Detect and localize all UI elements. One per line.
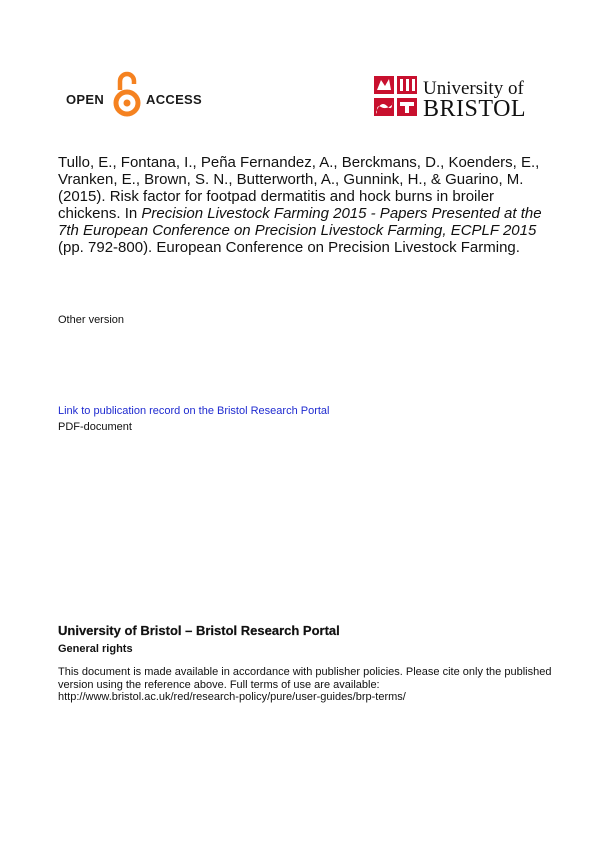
publication-record-link[interactable]: Link to publication record on the Bristol Research Portal <box>58 405 330 417</box>
citation <box>58 154 558 256</box>
university-logo-line2: BRISTOL <box>423 96 527 122</box>
citation-text-2: (pp. 792-800). European Conference on Precision Livestock Farming. <box>58 239 520 256</box>
open-access-logo <box>66 70 206 120</box>
university-logo-line1: University of <box>423 78 524 99</box>
portal-heading: University of Bristol – Bristol Research Portal <box>58 623 340 638</box>
pdf-document-label: PDF-document <box>58 421 132 433</box>
open-access-logo-open: OPEN <box>66 92 105 107</box>
citation-proceedings-title: Precision Livestock Farming 2015 - Papers Presented at the 7th European Conference on Precision Livestock Farming, ECPLF 2015 <box>58 205 542 239</box>
open-access-lock-icon <box>111 70 143 118</box>
general-rights-text: This document is made available in accordance with publisher policies. Please cite only the published version using the reference above. Full terms of use are available: http://www.bristol.ac.uk/red/research-policy/pure/user-guides/brp-terms/ <box>58 666 552 703</box>
citation-text-1: Tullo, E., Fontana, I., Peña Fernandez, A., Berckmans, D., Koenders, E., Vranken, E., Brown, S. N., Butterworth, A., Gunnink, H., & Guarino, M. (2015). Risk factor for footpad dermatitis and hock burns in broiler chickens. In <box>58 154 540 222</box>
general-rights-heading: General rights <box>58 643 133 655</box>
university-of-bristol-logo <box>373 74 533 122</box>
version-label: Other version <box>58 314 125 326</box>
university-crest-icon <box>373 74 419 120</box>
open-access-logo-access: ACCESS <box>146 92 202 107</box>
